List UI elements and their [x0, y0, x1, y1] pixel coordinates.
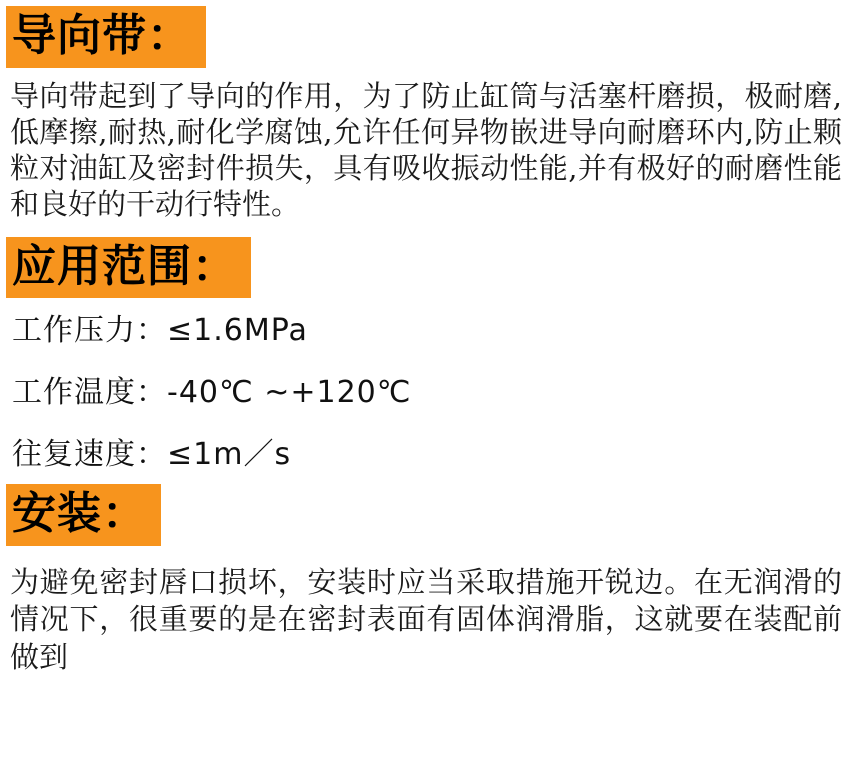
section-heading-guide-belt: 导向带： [6, 6, 206, 68]
spec-list [12, 313, 844, 473]
section-body-installation: 为避免密封唇口损坏，安装时应当采取措施开锐边。在无润滑的情况下，很重要的是在密封表面有固体润滑脂，这就要在装配前做到 [10, 564, 842, 674]
section-heading-installation-wrap [6, 484, 844, 546]
spec-item-working-temperature: 工作温度：-40℃ ~+120℃ [12, 375, 412, 411]
section-heading-application-wrap [6, 237, 844, 299]
section-heading-application: 应用范围： [6, 237, 251, 299]
document-page [0, 6, 850, 776]
spec-item-working-pressure: 工作压力：≤1.6MPa [12, 313, 308, 349]
section-heading-guide-belt-wrap [6, 6, 844, 68]
section-body-guide-belt: 导向带起到了导向的作用，为了防止缸筒与活塞杆磨损，极耐磨,低摩擦,耐热,耐化学腐蚀,允许任何异物嵌进导向耐磨环内,防止颗粒对油缸及密封件损失，具有吸收振动性能,并有极好的耐磨性能和良好的干动行特性。 [10, 78, 842, 222]
section-heading-installation: 安装： [6, 484, 161, 546]
spec-item-reciprocating-speed: 往复速度：≤1m／s [12, 437, 292, 473]
